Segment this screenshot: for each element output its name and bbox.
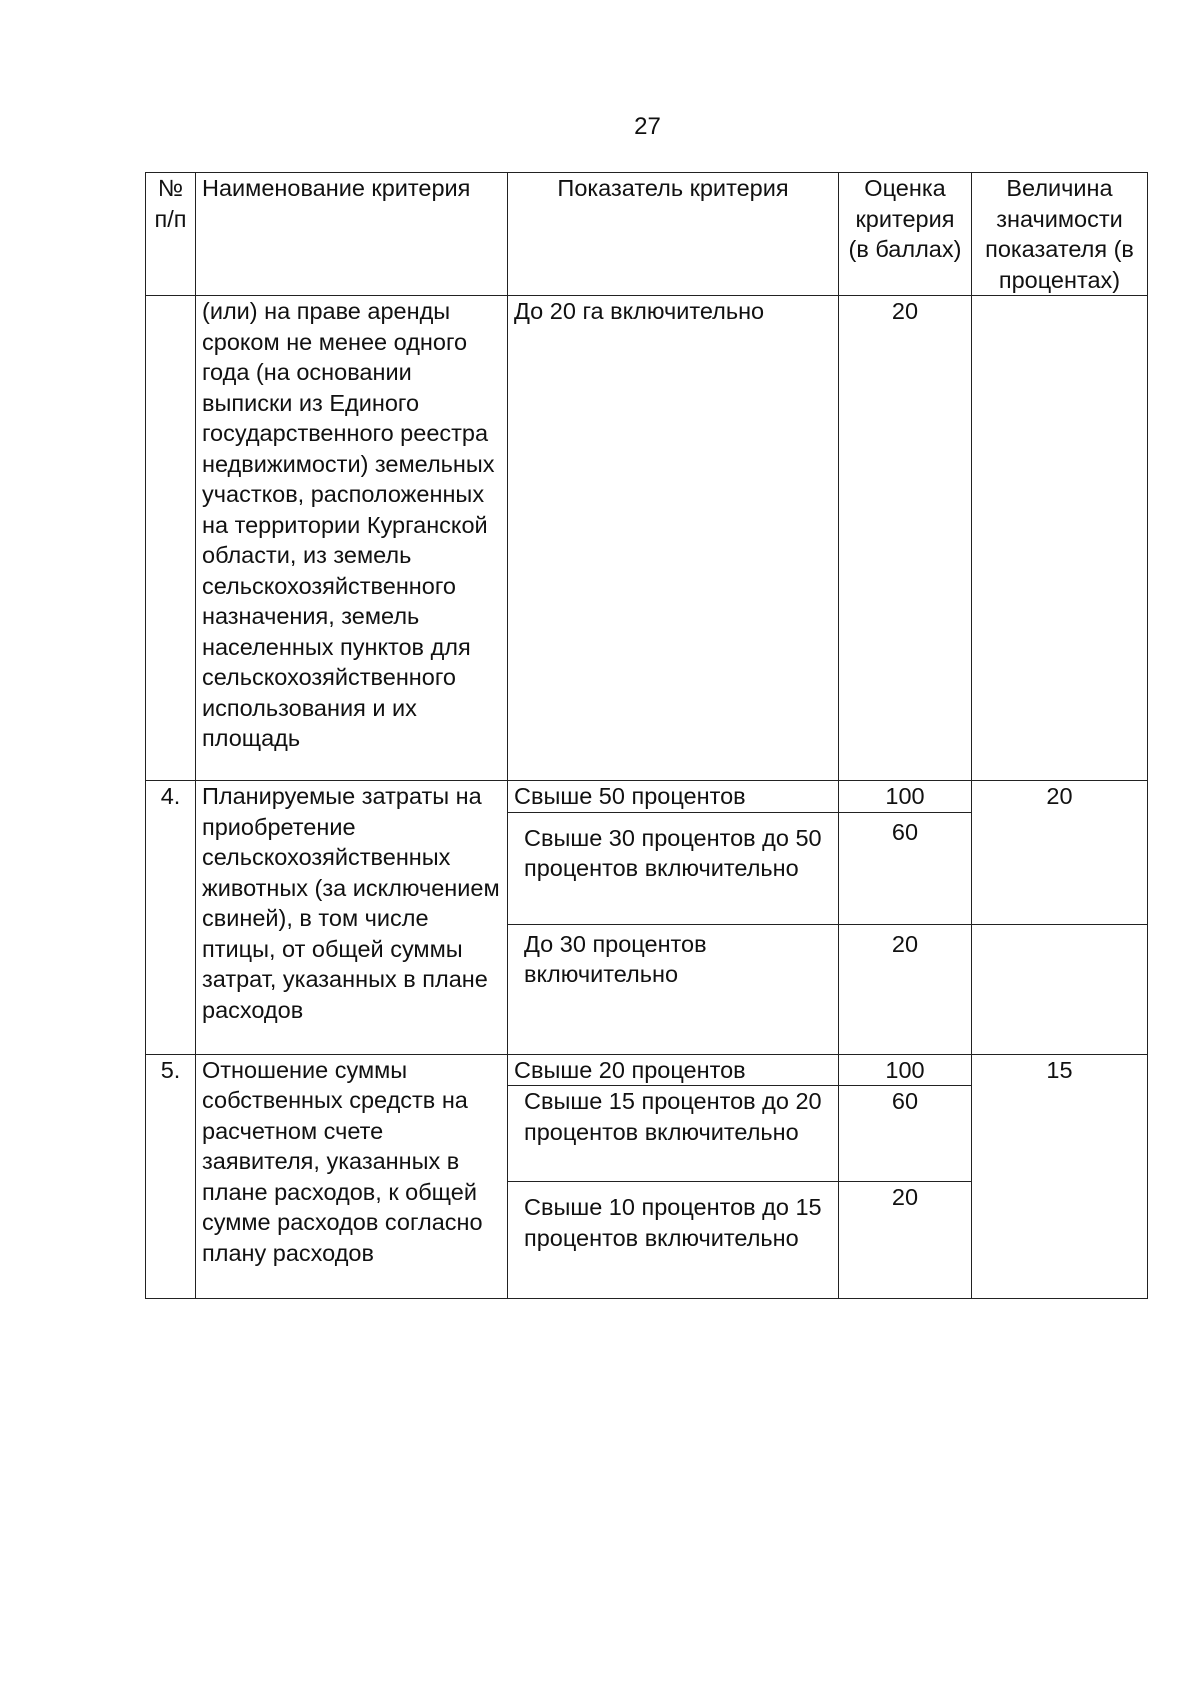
row-num: 4. (146, 781, 196, 1055)
indicator-cell: Свыше 20 процентов (508, 1054, 839, 1086)
weight-cell (972, 924, 1148, 1054)
header-indicator: Показатель критерия (508, 173, 839, 296)
indicator-cell: До 20 га включительно (508, 296, 839, 781)
row-num (146, 296, 196, 781)
header-score: Оценка критерия (в баллах) (839, 173, 972, 296)
score-cell: 60 (839, 1086, 972, 1182)
row-num: 5. (146, 1054, 196, 1299)
score-cell: 20 (839, 924, 972, 1054)
criteria-table (145, 172, 1148, 1299)
indicator-cell: Свыше 50 процентов (508, 781, 839, 813)
indicator-cell: Свыше 10 процентов до 15 процентов включительно (508, 1182, 839, 1299)
table-row (146, 781, 1148, 813)
criterion-name: Планируемые затраты на приобретение сельскохозяйственных животных (за исключением свиней), в том числе птицы, от общей суммы затрат, указанных в плане расходов (196, 781, 508, 1055)
indicator-cell: Свыше 15 процентов до 20 процентов включительно (508, 1086, 839, 1182)
score-cell: 100 (839, 781, 972, 813)
header-weight: Величина значимости показателя (в процентах) (972, 173, 1148, 296)
score-cell: 20 (839, 296, 972, 781)
score-cell: 20 (839, 1182, 972, 1299)
header-name: Наименование критерия (196, 173, 508, 296)
indicator-cell: До 30 процентов включительно (508, 924, 839, 1054)
indicator-cell: Свыше 30 процентов до 50 процентов включительно (508, 812, 839, 924)
table-header-row (146, 173, 1148, 296)
weight-cell (972, 296, 1148, 781)
score-cell: 60 (839, 812, 972, 924)
table-row (146, 296, 1148, 781)
weight-cell: 20 (972, 781, 1148, 925)
criterion-name: Отношение суммы собственных средств на расчетном счете заявителя, указанных в плане расходов, к общей сумме расходов согласно плану расходов (196, 1054, 508, 1299)
weight-cell: 15 (972, 1054, 1148, 1299)
table-row (146, 1054, 1148, 1086)
criterion-name: (или) на праве аренды сроком не менее одного года (на основании выписки из Единого государственного реестра недвижимости) земельных участков, расположенных на территории Курганской области, из земель сельскохозяйственного назначения, земель населенных пунктов для сельскохозяйственного использования и их площадь (196, 296, 508, 781)
page-number: 27 (634, 113, 661, 140)
score-cell: 100 (839, 1054, 972, 1086)
header-num: № п/п (146, 173, 196, 296)
